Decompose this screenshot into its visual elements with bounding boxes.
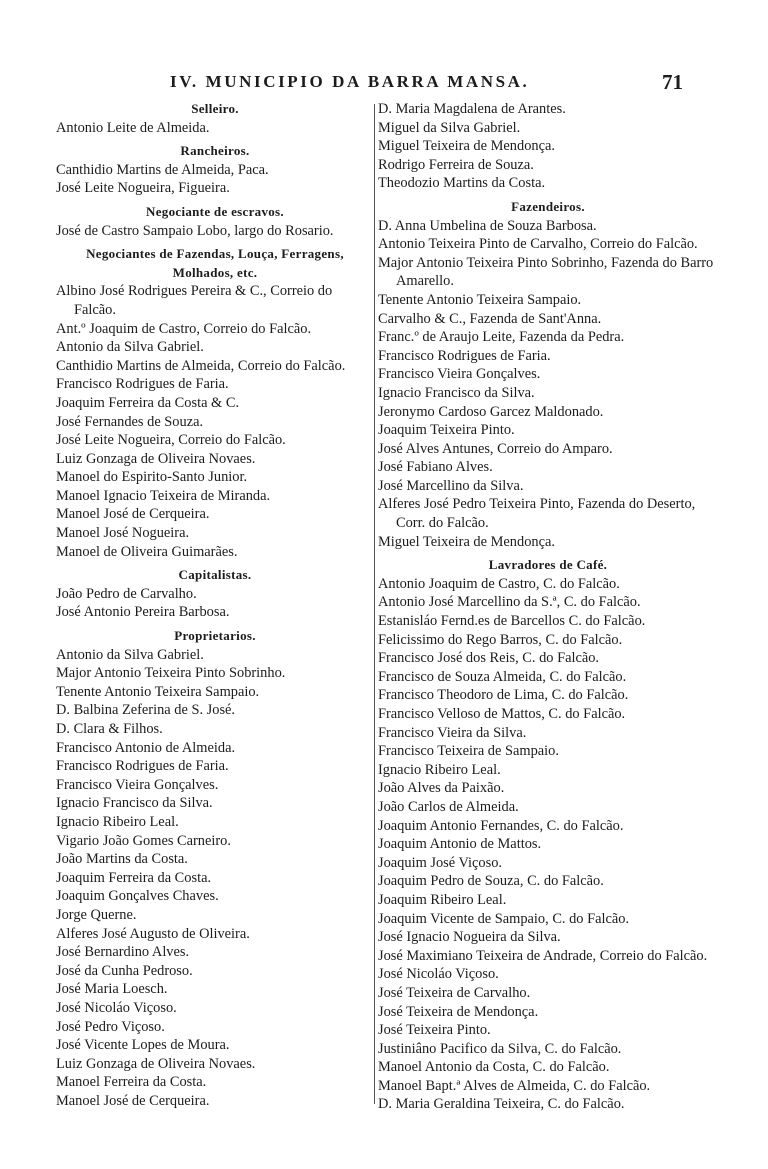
list-item: Alferes José Augusto de Oliveira. [56, 925, 250, 942]
list-item: Luiz Gonzaga de Oliveira Novaes. [56, 1055, 256, 1072]
list-item: Alferes José Pedro Teixeira Pinto, Fazenda do Deserto, Corr. do Falcão. [378, 496, 696, 532]
list-item: Francisco Vieira Gonçalves. [56, 776, 219, 793]
section-heading: Lavradores de Café. [488, 557, 608, 573]
section-heading: Fazendeiros. [511, 198, 585, 214]
list-item: José Nicoláo Viçoso. [378, 966, 499, 983]
list-item: Francisco Rodrigues de Faria. [56, 376, 229, 393]
list-item: Canthidio Martins de Almeida, Paca. [56, 161, 269, 178]
list-item: Albino José Rodrigues Pereira & C., Correio do Falcão. [56, 283, 333, 318]
list-item: Manoel de Oliveira Guimarães. [56, 543, 238, 560]
list-item: João Alves da Paixão. [378, 780, 505, 797]
list-item: Francisco Teixeira de Sampaio. [378, 743, 559, 760]
list-item: Manoel José de Cerqueira. [56, 506, 210, 523]
list-item: Joaquim Antonio de Mattos. [378, 836, 542, 853]
list-item: José Teixeira de Carvalho. [378, 984, 531, 1001]
list-item: D. Maria Magdalena de Arantes. [378, 101, 566, 117]
list-item: D. Clara & Filhos. [56, 721, 163, 737]
list-item: Franc.º de Araujo Leite, Fazenda da Pedra. [378, 329, 625, 346]
list-item: José Fernandes de Souza. [56, 413, 204, 430]
page-title: IV. MUNICIPIO DA BARRA MANSA. [170, 72, 530, 91]
right-column [378, 100, 718, 1119]
list-item: José Pedro Viçoso. [56, 1018, 165, 1035]
list-item: Miguel Teixeira de Mendonça. [378, 138, 555, 155]
section-heading: Negociante de escravos. [146, 203, 284, 219]
list-item: Tenente Antonio Teixeira Sampaio. [56, 683, 260, 700]
list-item: José Leite Nogueira, Figueira. [56, 180, 230, 197]
list-item: Carvalho & C., Fazenda de Sant'Anna. [378, 310, 602, 327]
list-item: José Maximiano Teixeira de Andrade, Correio do Falcão. [378, 947, 708, 964]
list-item: José Nicoláo Viçoso. [56, 999, 177, 1016]
list-item: Francisco Vieira da Silva. [378, 724, 527, 741]
list-item: Major Antonio Teixeira Pinto Sobrinho. [56, 665, 286, 682]
list-item: Francisco Antonio de Almeida. [56, 739, 236, 756]
list-item: Francisco Vieira Gonçalves. [378, 366, 541, 383]
list-item: Major Antonio Teixeira Pinto Sobrinho, Fazenda do Barro Amarello. [378, 254, 714, 290]
list-item: Canthidio Martins de Almeida, Correio do Falcão. [56, 357, 346, 374]
list-item: José de Castro Sampaio Lobo, largo do Rosario. [56, 222, 334, 239]
section-heading: Rancheiros. [180, 143, 250, 159]
list-item: Joaquim Teixeira Pinto. [378, 422, 515, 439]
list-item: Jeronymo Cardoso Garcez Maldonado. [378, 403, 604, 420]
list-item: Justiniâno Pacifico da Silva, C. do Falcão. [378, 1040, 622, 1057]
page-header [0, 72, 768, 96]
list-item: Antonio Leite de Almeida. [56, 119, 210, 136]
list-item: Ignacio Francisco da Silva. [56, 795, 213, 812]
list-item: Joaquim Vicente de Sampaio, C. do Falcão. [378, 910, 630, 927]
list-item: Joaquim Gonçalves Chaves. [56, 888, 219, 905]
left-column [56, 100, 374, 1115]
list-item: José Alves Antunes, Correio do Amparo. [378, 440, 613, 457]
list-item: Felicissimo do Rego Barros, C. do Falcão. [378, 631, 623, 648]
list-item: Ant.º Joaquim de Castro, Correio do Falcão. [56, 320, 312, 337]
list-item: Ignacio Ribeiro Leal. [56, 813, 179, 830]
column-divider [374, 104, 375, 1104]
list-item: Antonio da Silva Gabriel. [56, 339, 204, 356]
list-item: Joaquim Antonio Fernandes, C. do Falcão. [378, 817, 624, 834]
list-item: José Fabiano Alves. [378, 459, 493, 476]
list-item: Francisco Theodoro de Lima, C. do Falcão. [378, 687, 629, 704]
list-item: Antonio Joaquim de Castro, C. do Falcão. [378, 575, 620, 592]
list-item: José Teixeira de Mendonça. [378, 1003, 539, 1020]
list-item: Manoel do Espirito-Santo Junior. [56, 469, 248, 486]
list-item: José Antonio Pereira Barbosa. [56, 604, 230, 621]
section-heading: Capitalistas. [178, 567, 252, 583]
list-item: João Carlos de Almeida. [378, 798, 519, 815]
list-item: José Bernardino Alves. [56, 944, 190, 961]
list-item: José Vicente Lopes de Moura. [56, 1037, 230, 1054]
list-item: D. Anna Umbelina de Souza Barbosa. [378, 217, 597, 234]
list-item: Miguel Teixeira de Mendonça. [378, 533, 555, 550]
list-item: Manoel Ferreira da Costa. [56, 1074, 207, 1091]
list-item: Vigario João Gomes Carneiro. [56, 832, 231, 849]
list-item: Manoel Ignacio Teixeira de Miranda. [56, 487, 271, 504]
list-item: Theodozio Martins da Costa. [378, 175, 546, 192]
list-item: Tenente Antonio Teixeira Sampaio. [378, 291, 582, 308]
list-item: Manoel José Nogueira. [56, 525, 190, 542]
list-item: D. Maria Geraldina Teixeira, C. do Falcão. [378, 1096, 625, 1113]
list-item: Joaquim Pedro de Souza, C. do Falcão. [378, 873, 604, 890]
list-item: Estanisláo Fernd.es de Barcellos C. do Falcão. [378, 613, 646, 630]
section-gap [378, 1114, 718, 1119]
list-item: José Teixeira Pinto. [378, 1022, 491, 1039]
section-heading: Proprietarios. [174, 628, 256, 644]
list-item: Francisco de Souza Almeida, C. do Falcão. [378, 668, 627, 685]
list-item: Joaquim José Viçoso. [378, 854, 502, 871]
section-heading: Negociantes de Fazendas, Louça, Ferragens, Molhados, etc. [86, 246, 344, 280]
list-item: D. Balbina Zeferina de S. José. [56, 702, 236, 719]
list-item: Ignacio Ribeiro Leal. [378, 761, 501, 778]
section-gap [56, 1110, 374, 1115]
section-heading: Selleiro. [191, 101, 239, 116]
list-item: Manoel Antonio da Costa, C. do Falcão. [378, 1059, 610, 1076]
list-item: Manoel José de Cerqueira. [56, 1092, 210, 1109]
list-item: Joaquim Ferreira da Costa & C. [56, 394, 240, 411]
list-item: José Leite Nogueira, Correio do Falcão. [56, 432, 286, 449]
list-item: José Marcellino da Silva. [378, 477, 524, 494]
list-item: Francisco Velloso de Mattos, C. do Falcão. [378, 706, 626, 722]
list-item: Antonio José Marcellino da S.ª, C. do Falcão. [378, 594, 641, 611]
list-item: Francisco José dos Reis, C. do Falcão. [378, 650, 600, 667]
list-item: Francisco Rodrigues de Faria. [56, 758, 229, 775]
list-item: José da Cunha Pedroso. [56, 962, 193, 979]
list-item: Francisco Rodrigues de Faria. [378, 347, 551, 364]
list-item: Ignacio Francisco da Silva. [378, 384, 535, 401]
list-item: Joaquim Ferreira da Costa. [56, 869, 212, 886]
list-item: Antonio da Silva Gabriel. [56, 646, 204, 663]
list-item: Joaquim Ribeiro Leal. [378, 891, 507, 908]
list-item: Antonio Teixeira Pinto de Carvalho, Correio do Falcão. [378, 236, 698, 253]
list-item: José Ignacio Nogueira da Silva. [378, 929, 561, 946]
list-item: Manoel Bapt.ª Alves de Almeida, C. do Falcão. [378, 1077, 651, 1094]
list-item: Miguel da Silva Gabriel. [378, 119, 521, 136]
list-item: Jorge Querne. [56, 906, 137, 923]
list-item: João Martins da Costa. [56, 851, 188, 868]
list-item: Rodrigo Ferreira de Souza. [378, 156, 534, 173]
list-item: João Pedro de Carvalho. [56, 585, 197, 602]
page-number: 71 [662, 70, 683, 94]
list-item: Luiz Gonzaga de Oliveira Novaes. [56, 450, 256, 467]
list-item: José Maria Loesch. [56, 981, 168, 998]
